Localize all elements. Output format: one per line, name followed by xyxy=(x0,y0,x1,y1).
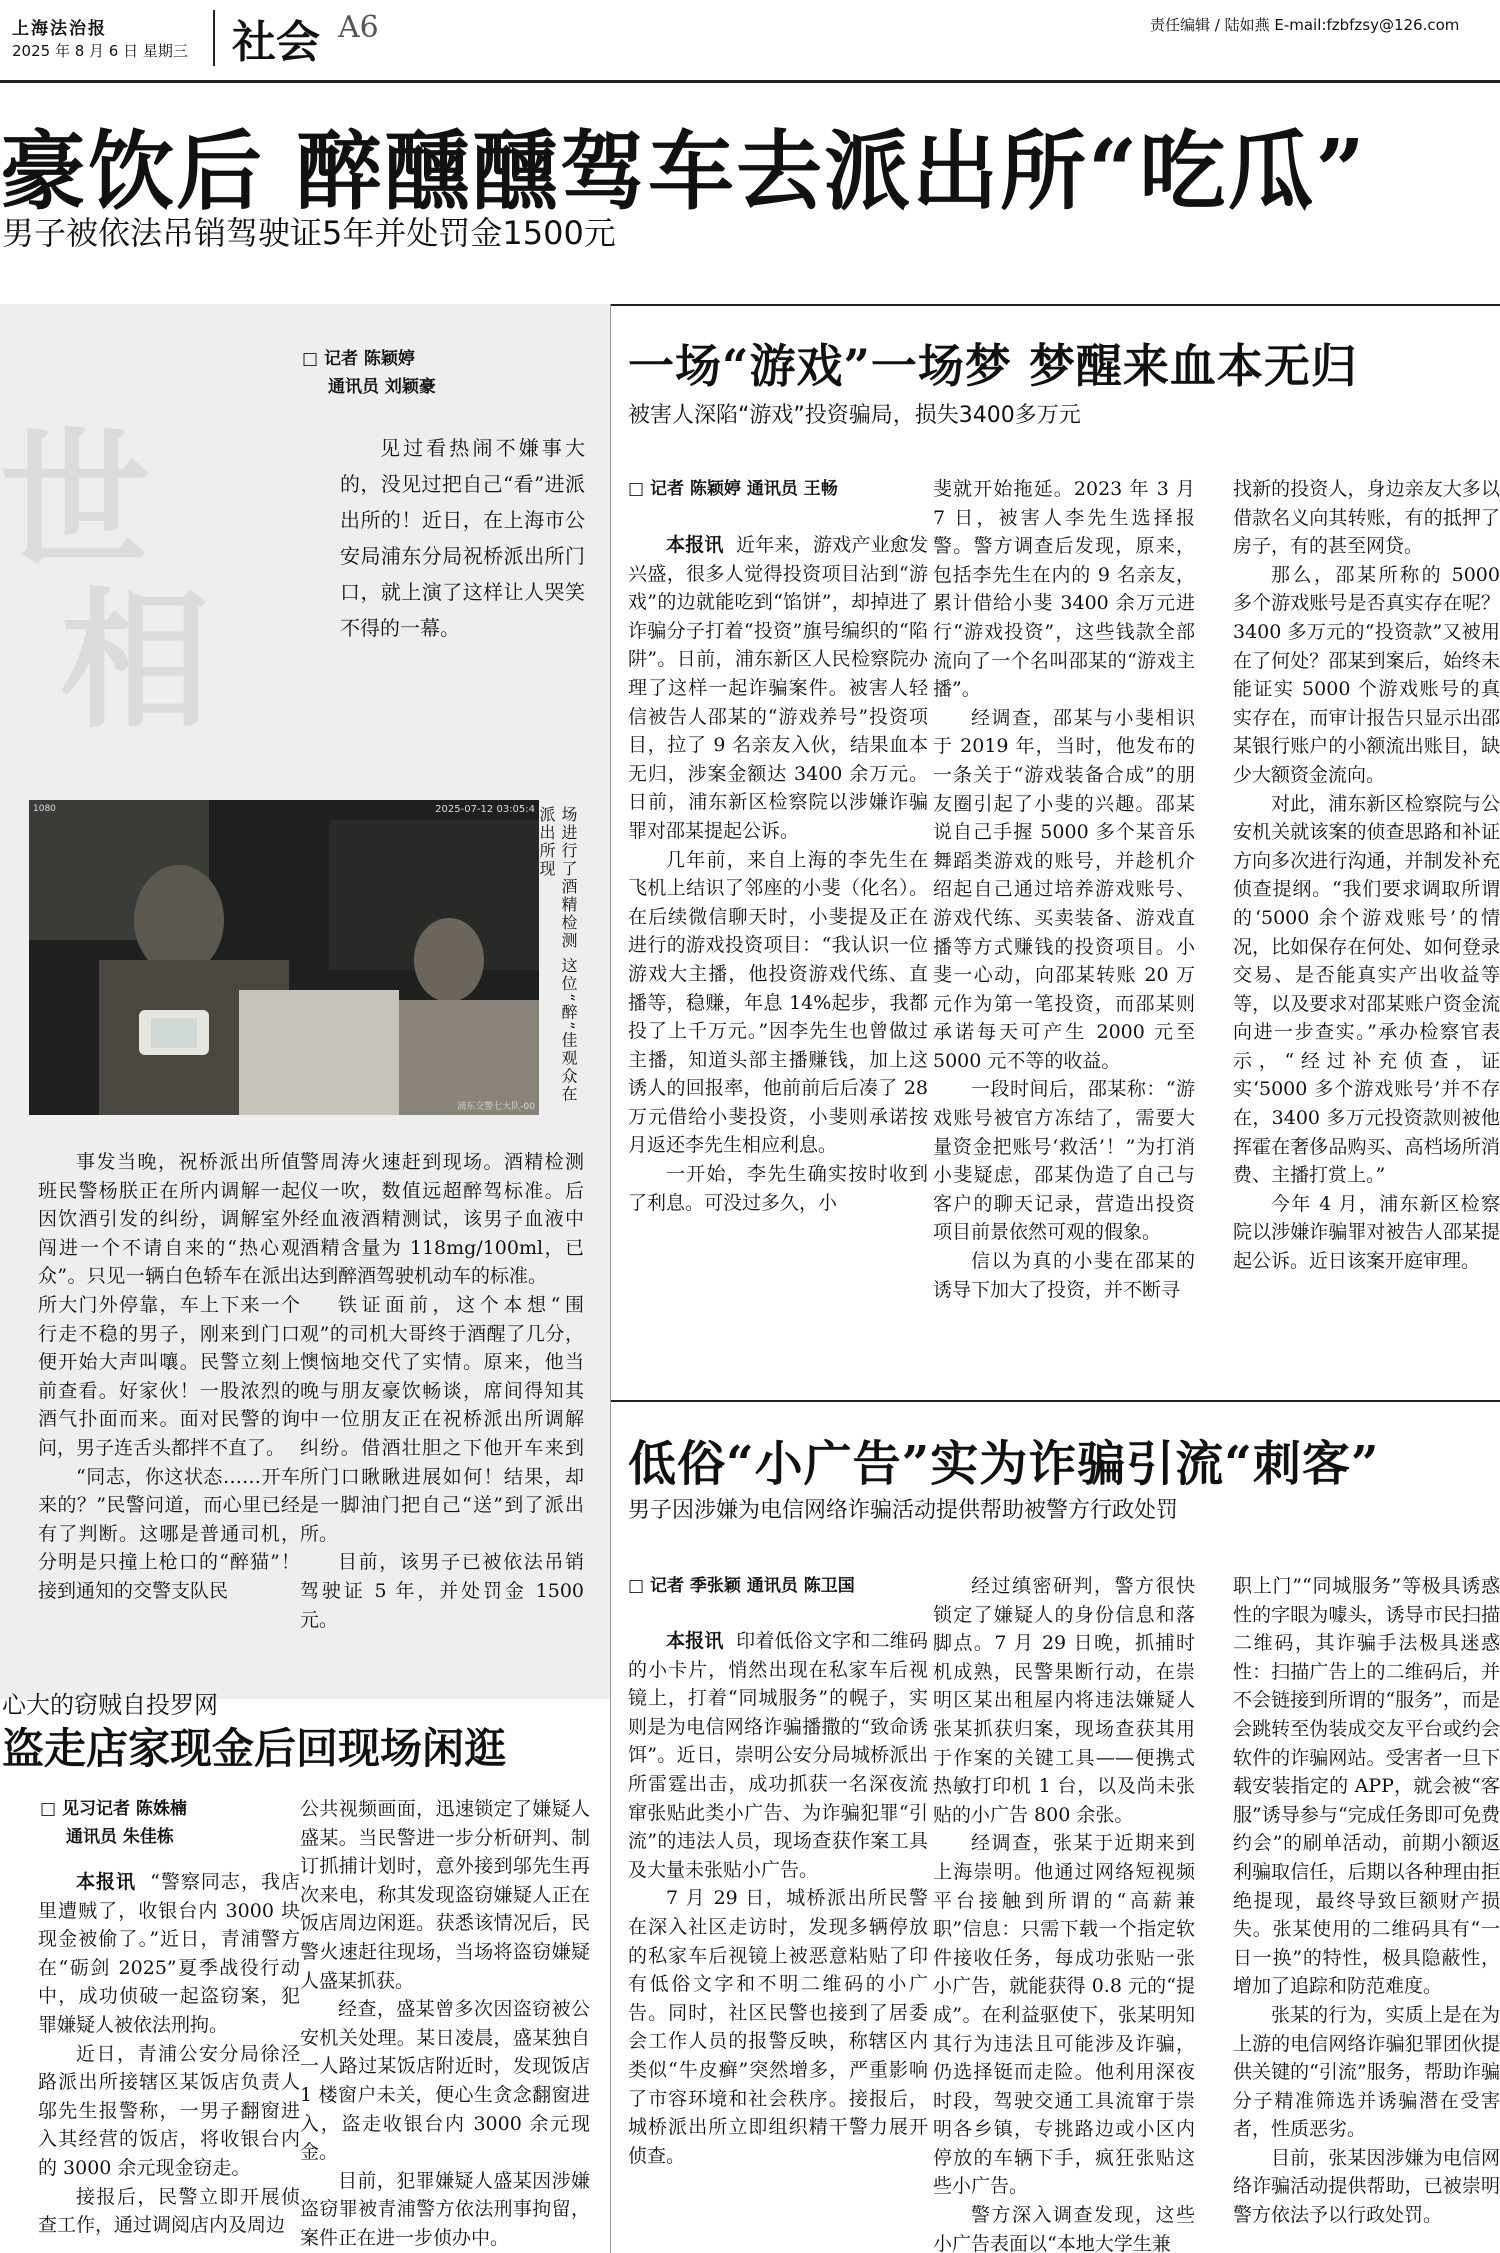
column-deco-char: 世 xyxy=(0,413,151,589)
photo-illustration xyxy=(29,800,539,1115)
paragraph: 经调查，张某于近期来到上海崇明。他通过网络短视频平台接触到所谓的“高薪兼职”信息：只需下载一个指定软件接收任务，每成功张贴一张小广告，就能获得 0.8 元的“提成”。在利益驱使下，张某明知其行为违法且可能涉及诈骗，仍选择铤而走险。他利用深夜时段，驾驶交通工具流窜于崇明各乡镇，专挑路边或小区内停放的车辆下手，疯狂张贴这些小广告。 xyxy=(933,1832,1195,2198)
section-name: 社会 xyxy=(232,17,320,68)
paragraph: 经查，盛某曾多次因盗窃被公安机关处理。某日凌晨，盛某独自一人路过某饭店附近时，发现饭店 1 楼窗户未关，便心生贪念翻窗进入，盗走收银台内 3000 余元现金。 xyxy=(300,1998,590,2164)
paragraph: 那么，邵某所称的 5000 多个游戏账号是否真实存在呢？3400 多万元的“投资款”又被用在了何处？邵某到案后，始终未能证实 5000 个游戏账号的真实存在，而审计报告只显示出邵某银行账户的小额流出账目，缺少大额资金流向。 xyxy=(1233,563,1500,786)
paragraph: 找新的投资人，身边亲友大多以借款名义向其转账，有的抵押了房子，有的甚至网贷。 xyxy=(1233,478,1500,558)
paragraph: 信以为真的小斐在邵某的诱导下加大了投资，并不断寻 xyxy=(933,1250,1195,1301)
ad-subheadline: 男子因涉嫌为电信网络诈骗活动提供帮助被警方行政处罚 xyxy=(628,1498,1179,1523)
game-column-2 xyxy=(933,475,1195,1304)
game-column-3 xyxy=(1233,475,1500,1276)
page-number: A6 xyxy=(338,10,379,45)
game-column-1 xyxy=(628,531,928,1217)
column-deco-char: 相 xyxy=(60,573,211,749)
paragraph: 警方深入调查发现，这些小广告表面以“本地大学生兼 xyxy=(933,2204,1195,2253)
photo-watermark: 浦东交警七大队-00 xyxy=(457,1102,535,1112)
ad-column-3 xyxy=(1233,1572,1500,2230)
byline: □ 记者 季张颖 通讯员 陈卫国 xyxy=(628,1576,855,1596)
byline xyxy=(302,345,582,401)
feature-lead: 见过看热闹不嫌事大的，没见过把自己“看”进派出所的！近日，在上海市公安局浦东分局祝桥派出所门口，就上演了这样让人哭笑不得的一幕。 xyxy=(340,436,585,640)
theft-kicker: 心大的窃贼自投罗网 xyxy=(2,1691,218,1719)
paragraph: 警周涛火速赶到现场。酒精检测仪一吹，数值远超醉驾标准。后经血液酒精测试，该男子血液中酒精含量为 118mg/100ml，已达到醉酒驾驶机动车的标准。 xyxy=(300,1151,584,1288)
paragraph: 今年 4 月，浦东新区检察院以涉嫌诈骗罪对被告人邵某提起公诉。近日该案开庭审理。 xyxy=(1233,1192,1500,1273)
paragraph: “同志，你这状态……开车来的？”民警问道，而心里已经有了判断。这哪是普通司机，分明是只撞上枪口的“醉猫”！接到通知的交警支队民 xyxy=(38,1465,300,1602)
paragraph: 印着低俗文字和二维码的小卡片，悄然出现在私家车后视镜上，打着“同城服务”的幌子，实则是为电信网络诈骗播撒的“致命诱饵”。近日，崇明公安分局城桥派出所雷霆出击，成功抓获一名深夜流窜张贴此类小广告、为诈骗犯罪“引流”的违法人员，现场查获作案工具及大量未张贴小广告。 xyxy=(628,1630,928,1881)
byline-reporter: □ 见习记者 陈姝楠 xyxy=(40,1799,187,1819)
news-photo xyxy=(29,800,539,1115)
game-headline: 一场“游戏”一场梦 梦醒来血本无归 xyxy=(628,339,1358,393)
paragraph: 张某的行为，实质上是在为上游的电信网络诈骗犯罪团伙提供关键的“引流”服务，帮助诈骗分子精准筛选并诱骗潜在受害者，性质恶劣。 xyxy=(1233,2003,1500,2141)
byline xyxy=(40,1795,300,1851)
theft-column-1 xyxy=(38,1868,300,2240)
paragraph: 公共视频画面，迅速锁定了嫌疑人盛某。当民警进一步分析研判、制订抓捕计划时，意外接到邬先生再次来电，称其发现盗窃嫌疑人正在饭店周边闲逛。获悉该情况后，民警火速赶往现场，当场将盗窃嫌疑人盛某抓获。 xyxy=(300,1798,590,1992)
paragraph: 目前，张某因涉嫌为电信网络诈骗活动提供帮助，已被崇明警方依法予以行政处罚。 xyxy=(1233,2146,1500,2227)
paragraph: 一段时间后，邵某称：“游戏账号被官方冻结了，需要大量资金把账号‘救活’！”为打消小斐疑虑，邵某伪造了自己与客户的聊天记录，营造出投资项目前景依然可观的假象。 xyxy=(933,1078,1195,1244)
editor-credit: 责任编辑 / 陆如燕 E-mail:fzbfzsy@126.com xyxy=(1150,16,1460,34)
lead-label: 本报讯 xyxy=(666,534,724,556)
byline: □ 记者 陈颖婷 通讯员 王畅 xyxy=(628,479,838,499)
theft-headline: 盗走店家现金后回现场闲逛 xyxy=(2,1724,507,1773)
ad-column-2 xyxy=(933,1572,1195,2253)
header-rule xyxy=(0,80,1500,83)
paragraph: “警察同志，我店里遭贼了，收银台内 3000 块现金被偷了。”近日，青浦警方在“砺剑 2025”夏季战役行动中，成功侦破一起盗窃案，犯罪嫌疑人被依法刑拘。 xyxy=(38,1871,300,2036)
issue-date: 2025 年 8 月 6 日 星期三 xyxy=(12,42,188,60)
newspaper-logo: 上海法治报 xyxy=(12,19,107,39)
paragraph: 目前，该男子已被依法吊销驾驶证 5 年，并处罚金 1500 元。 xyxy=(300,1551,584,1631)
column-divider xyxy=(610,304,611,2253)
feature-column-1 xyxy=(38,1148,300,1606)
photo-caption: 场进行了酒精检测 这位“醉”佳观众在派出所现 xyxy=(537,806,578,1104)
byline-reporter: □ 记者 陈颖婷 xyxy=(302,349,415,369)
paragraph: 职上门”“同城服务”等极具诱惑性的字眼为噱头，诱导市民扫描二维码，其诈骗手法极具迷惑性：扫描广告上的二维码后，并不会链接到所谓的“服务”，而是会跳转至伪装成交友平台或约会软件的诈骗网站。受害者一旦下载安装指定的 APP，就会被“客服”诱导参与“完成任务即可免费约会”的刷单活动，前期小额返利骗取信任，后期以各种理由拒绝提现，最终导致巨额财产损失。张某使用的二维码具有“一日一换”的特性，极具隐蔽性，增加了追踪和防范难度。 xyxy=(1233,1575,1500,1998)
game-subheadline: 被害人深陷“游戏”投资骗局，损失3400多万元 xyxy=(628,403,1081,428)
paragraph: 几年前，来自上海的李先生在飞机上结识了邻座的小斐（化名）。在后续微信聊天时，小斐提及正在进行的游戏投资项目：“我认识一位游戏大主播，他投资游戏代练、直播等，稳赚，年息 14%起步，我都投了上千万元。”因李先生也曾做过主播，知道头部主播赚钱，加上这诱人的回报率，他前前后后凑了 28 万元借给小斐投资，小斐则承诺按月返还李先生相应利息。 xyxy=(628,848,928,1157)
main-headline: 豪饮后 醉醺醺驾车去派出所“吃瓜” xyxy=(0,121,1367,222)
ad-column-1 xyxy=(628,1627,928,2170)
paragraph: 对此，浦东新区检察院与公安机关就该案的侦查思路和补证方向多次进行沟通，并制发补充侦查提纲。“我们要求调取所谓的‘5000 余个游戏账号’的情况，比如保存在何处、如何登录交易、是否能真实产出收益等等，以及要求对邵某账户资金流向进一步查实。”承办检察官表示，“经过补充侦查，证实‘5000 多个游戏账号’并不存在，3400 多万元投资款则被他挥霍在奢侈品购买、高档场所消费、主播打赏上。” xyxy=(1233,792,1500,1187)
photo-id: 1080 xyxy=(33,804,56,814)
story-rule xyxy=(611,304,1500,306)
paragraph: 经调查，邵某与小斐相识于 2019 年，当时，他发布的一条关于“游戏装备合成”的朋友圈引起了小斐的兴趣。邵某说自己手握 5000 多个某音乐舞蹈类游戏的账号，并趁机介绍起自己通过培养游戏账号、游戏代练、买卖装备、游戏直播等方式赚钱的投资项目。小斐一心动，向邵某转账 20 万元作为第一笔投资，而邵某则承诺每天可产生 2000 元至 5000 元不等的收益。 xyxy=(933,706,1195,1072)
paragraph: 铁证面前，这个本想“围观”的司机大哥终于酒醒了几分，懊恼地交代了实情。原来，他当晚与朋友豪饮畅谈，席间得知其中一位朋友正在祝桥派出所调解纠纷。借酒壮胆之下他开车来到所门口瞅瞅进展如何！结果，却是一脚油门把自己“送”到了派出所。 xyxy=(300,1293,584,1545)
feature-column-2 xyxy=(300,1148,584,1634)
main-subheadline: 男子被依法吊销驾驶证5年并处罚金1500元 xyxy=(2,214,616,252)
byline-correspondent: 通讯员 朱佳栋 xyxy=(66,1827,174,1847)
byline-correspondent: 通讯员 刘颖豪 xyxy=(328,377,436,397)
ad-headline: 低俗“小广告”实为诈骗引流“刺客” xyxy=(628,1436,1380,1492)
paragraph: 接报后，民警立即开展侦查工作，通过调阅店内及周边 xyxy=(38,2185,300,2237)
paragraph: 事发当晚，祝桥派出所值班民警杨朕正在所内调解一起因饮酒引发的纠纷，调解室外闯进一个不请自来的“热心观众”。只见一辆白色轿车在派出所大门外停靠，车上下来一个行走不稳的男子，刚来到门口便开始大声叫嚷。民警立刻上前查看。好家伙！一股浓烈的酒气扑面而来。面对民警的询问，男子连舌头都拌不直了。 xyxy=(38,1151,300,1459)
lead-label: 本报讯 xyxy=(76,1871,137,1893)
lead-label: 本报讯 xyxy=(666,1630,724,1652)
paragraph: 近年来，游戏产业愈发兴盛，很多人觉得投资项目沾到“游戏”的边就能吃到“馅饼”，却掉进了诈骗分子打着“投资”旗号编织的“陷阱”。日前，浦东新区人民检察院办理了这样一起诈骗案件。被害人轻信被告人邵某的“游戏养号”投资项目，拉了 9 名亲友入伙，结果血本无归，涉案金额达 3400 余万元。日前，浦东新区检察院以涉嫌诈骗罪对邵某提起公诉。 xyxy=(628,534,928,842)
paragraph: 目前，犯罪嫌疑人盛某因涉嫌盗窃罪被青浦警方依法刑事拘留，案件正在进一步侦办中。 xyxy=(300,2169,590,2249)
paragraph: 经过缜密研判，警方很快锁定了嫌疑人的身份信息和落脚点。7 月 29 日晚，抓捕时机成熟，民警果断行动，在崇明区某出租屋内将违法嫌疑人张某抓获归案，现场查获其用于作案的关键工具——便携式热敏打印机 1 台，以及尚未张贴的小广告 800 余张。 xyxy=(933,1575,1195,1826)
photo-timestamp: 2025-07-12 03:05:4 xyxy=(435,804,535,815)
theft-column-2 xyxy=(300,1795,590,2253)
paragraph: 7 月 29 日，城桥派出所民警在深入社区走访时，发现多辆停放的私家车后视镜上被恶意粘贴了印有低俗文字和不明二维码的小广告。同时，社区民警也接到了居委会工作人员的报警反映，称辖区内类似“牛皮癣”突然增多，严重影响了市容环境和社会秩序。接报后，城桥派出所立即组织精干警力展开侦查。 xyxy=(628,1887,928,2167)
story-rule xyxy=(611,1400,1500,1402)
paragraph: 斐就开始拖延。2023 年 3 月 7 日，被害人李先生选择报警。警方调查后发现，原来，包括李先生在内的 9 名亲友，累计借给小斐 3400 余万元进行“游戏投资”，这些钱款全部流向了一个名叫邵某的“游戏主播”。 xyxy=(933,478,1195,701)
header-divider xyxy=(213,10,215,66)
paragraph: 一开始，李先生确实按时收到了利息。可没过多久，小 xyxy=(628,1163,928,1214)
paragraph: 近日，青浦公安分局徐泾路派出所接辖区某饭店负责人邬先生报警称，一男子翻窗进入其经营的饭店，将收银台内的 3000 余元现金窃走。 xyxy=(38,2042,300,2179)
